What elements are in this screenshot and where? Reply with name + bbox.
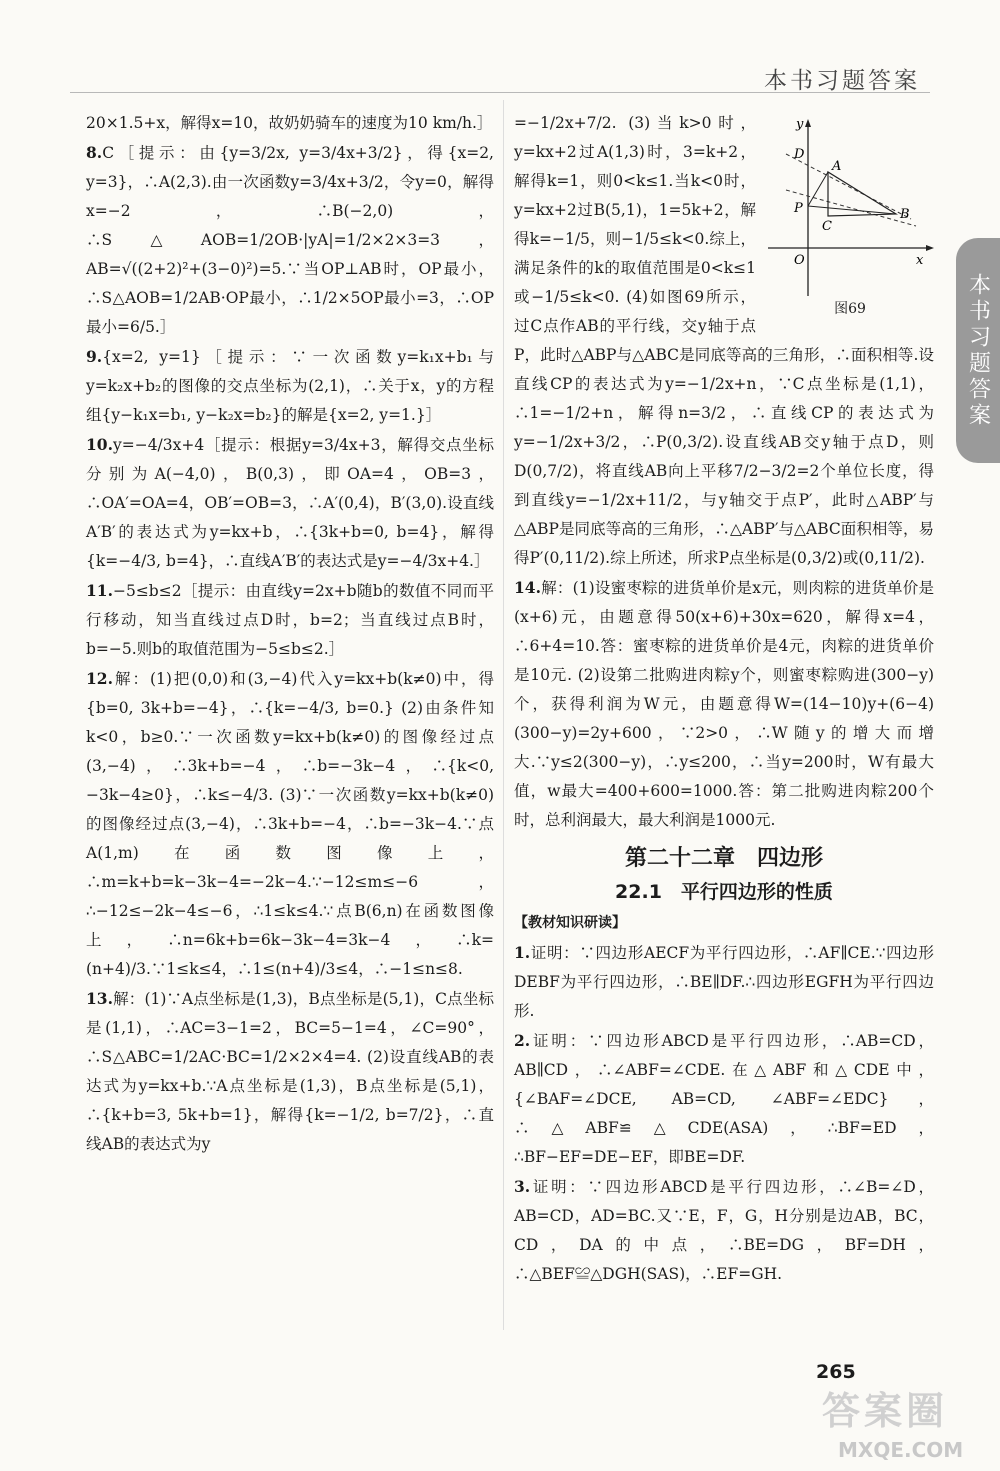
chapter-title: 第二十二章 四边形 xyxy=(624,846,823,871)
segment-pb xyxy=(808,206,896,214)
svg-text:x: x xyxy=(916,253,924,268)
header-title: 本书习题答案 xyxy=(764,68,920,94)
answer-item: 14.解：(1)设蜜枣粽的进货单价是x元，则肉粽的进货单价是(x+6)元，由题意得50(x+6)+30x=620，解得x=4，∴6+4=10.答：蜜枣粽的进货单价是4元，肉粽的进货单价是10元. (2)设第二批购进肉粽y个，则蜜枣粽购进(300−y)个，获得利润为W元，由题意得W=(14−10)y+(6−4)(300−y)=2y+600，∵2>0，∴W随y的增大而增大.∵y≤2(300−y)，∴y≤200，∴当y=200时，W有最大值，w最大=400+600=1000.答：第二批购进肉粽200个时，总利润最大，最大利润是1000元. xyxy=(514,578,934,829)
watermark-url: MXQE.COM xyxy=(838,1438,964,1462)
svg-text:y: y xyxy=(796,117,804,132)
section-item: 3.证明：∵四边形ABCD是平行四边形，∴∠B=∠D，AB=CD，AD=BC.又∵E，F，G，H分别是边AB，BC，CD，DA的中点，∴BE=DG，BF=DH，∴△BEF≌△DGH(SAS)，∴EF=GH. xyxy=(514,1177,934,1283)
header-rule xyxy=(70,92,930,93)
page-number: 265 xyxy=(816,1361,856,1383)
svg-text:D: D xyxy=(794,147,805,162)
figure-caption: 图69 xyxy=(834,301,866,317)
svg-text:P: P xyxy=(794,201,803,216)
answer-item: 13.解：(1)∵A点坐标是(1,3)，B点坐标是(5,1)，C点坐标是(1,1)，∴AC=3−1=2，BC=5−1=4，∠C=90°，∴S△ABC=1/2AC·BC=1/2×2×4=4. (2)设直线AB的表达式为y=kx+b.∵A点坐标是(1,3)，B点坐标是(5,1)，∴{k+b=3, 5k+b=1}，解得{k=−1/2, b=7/2}，∴直线AB的表达式为y xyxy=(86,989,494,1153)
answer-item: 11.−5≤b≤2［提示：由直线y=2x+b随b的数值不同而平行移动，知当直线过点D时，b=2；当直线过点B时，b=−5.则b的取值范围为−5≤b≤2.］ xyxy=(86,581,494,658)
section-label: 【教材知识研读】 xyxy=(514,915,626,931)
line-cp-extended xyxy=(786,190,916,226)
answer-item: 9.{x=2, y=1}［提示：∵一次函数y=k₁x+b₁与y=k₂x+b₂的图像的交点坐标为(2,1)，∴关于x，y的方程组{y−k₁x=b₁, y−k₂x=b₂}的解是{x=2, y=1.}］ xyxy=(86,347,494,424)
coordinate-diagram xyxy=(766,114,934,300)
svg-text:C: C xyxy=(822,219,832,234)
figure-69 xyxy=(766,114,934,318)
answer-item: 12.解：(1)把(0,0)和(3,−4)代入y=kx+b(k≠0)中，得{b=0, 3k+b=−4}，∴{k=−4/3, b=0.} (2)由条件知k<0，b≥0.∵一次函数y=kx+b(k≠0)的图像经过点(3,−4)，∴3k+b=−4，∴b=−3k−4，∴{k<0, −3k−4≥0}，∴k≤−4/3. (3)∵一次函数y=kx+b(k≠0)的图像经过点(3,−4)，∴3k+b=−4，∴b=−3k−4.∵点A(1,m)在函数图像上，∴m=k+b=k−3k−4=−2k−4.∵−12≤m≤−6，∴−12≤−2k−4≤−6，∴1≤k≤4.∵点B(6,n)在函数图像上，∴n=6k+b=6k−3k−4=3k−4，∴k=(n+4)/3.∵1≤k≤4，∴1≤(n+4)/3≤4，∴−1≤n≤8. xyxy=(86,669,494,978)
column-divider xyxy=(503,100,504,1330)
svg-text:A: A xyxy=(832,159,842,174)
section-item: 2.证明：∵四边形ABCD是平行四边形，∴AB=CD，AB∥CD，∴∠ABF=∠CDE.在△ABF和△CDE中，{∠BAF=∠DCE, AB=CD, ∠ABF=∠EDC}，∴△ABF≌△CDE(ASA)，∴BF=ED，∴BF−EF=DE−EF，即BE=DF. xyxy=(514,1031,934,1166)
section-title: 22.1 平行四边形的性质 xyxy=(615,881,833,903)
section-item: 1.证明：∵四边形AECF为平行四边形，∴AF∥CE.∵四边形DEBF为平行四边形，∴BE∥DF.∴四边形EGFH为平行四边形. xyxy=(514,943,934,1020)
answer-item: =−1/2x+7/2. (3)当k>0时，y=kx+2过A(1,3)时，3=k+2，解得k=1，则0<k≤1.当k<0时，y=kx+2过B(5,1)，1=5k+2，解得k=−1/5，则−1/5≤k<0.综上，满足条件的k的取值范围是0<k≤1或−1/5≤k<0. (4)如图69所示，过C点作AB的平行线，交y轴于点P，此时△ABP与△ABC是同底等高的三角形，∴面积相等.设直线CP的表达式为y=−1/2x+n，∵C点坐标是(1,1)，∴1=−1/2+n，解得n=3/2，∴直线CP的表达式为y=−1/2x+3/2，∴P(0,3/2).设直线AB交y轴于点D，则D(0,7/2)，将直线AB向上平移7/2−3/2=2个单位长度，得到直线y=−1/2x+11/2，与y轴交于点P′，此时△ABP′与△ABP是同底等高的三角形，∴△ABP′与△ABC面积相等，易得P′(0,11/2).综上所述，所求P点坐标是(0,3/2)或(0,11/2). xyxy=(514,114,934,567)
watermark-badge: 答案圈 xyxy=(822,1389,949,1433)
y-axis-arrow xyxy=(805,119,811,127)
svg-text:B: B xyxy=(900,207,910,222)
right-column xyxy=(514,108,934,1289)
side-tab: 本书习题答案 xyxy=(956,238,1000,463)
x-axis-arrow xyxy=(926,245,934,251)
answer-item: 20×1.5+x，解得x=10，故奶奶骑车的速度为10 km/h.］ xyxy=(86,114,493,132)
answer-item: 10.y=−4/3x+4［提示：根据y=3/4x+3，解得交点坐标分别为A(−4,0)，B(0,3)，即OA=4，OB=3，∴OA′=OA=4，OB′=OB=3，∴A′(0,4)，B′(3,0).设直线A′B′的表达式为y=kx+b，∴{3k+b=0, b=4}，解得{k=−4/3, b=4}，∴直线A′B′的表达式是y=−4/3x+4.］ xyxy=(86,435,494,570)
answer-item: 8.C［提示：由{y=3/2x, y=3/4x+3/2}，得{x=2, y=3}，∴A(2,3).由一次函数y=3/4x+3/2，令y=0，解得x=−2，∴B(−2,0)，∴S△AOB=1/2OB·|yA|=1/2×2×3=3，AB=√((2+2)²+(3−0)²)=5.∵当OP⊥AB时，OP最小，∴S△AOB=1/2AB·OP最小，∴1/2×5OP最小=3，∴OP最小=6/5.］ xyxy=(86,143,494,336)
left-column xyxy=(86,108,494,1159)
svg-text:O: O xyxy=(794,253,805,268)
segment-pa xyxy=(808,172,828,206)
